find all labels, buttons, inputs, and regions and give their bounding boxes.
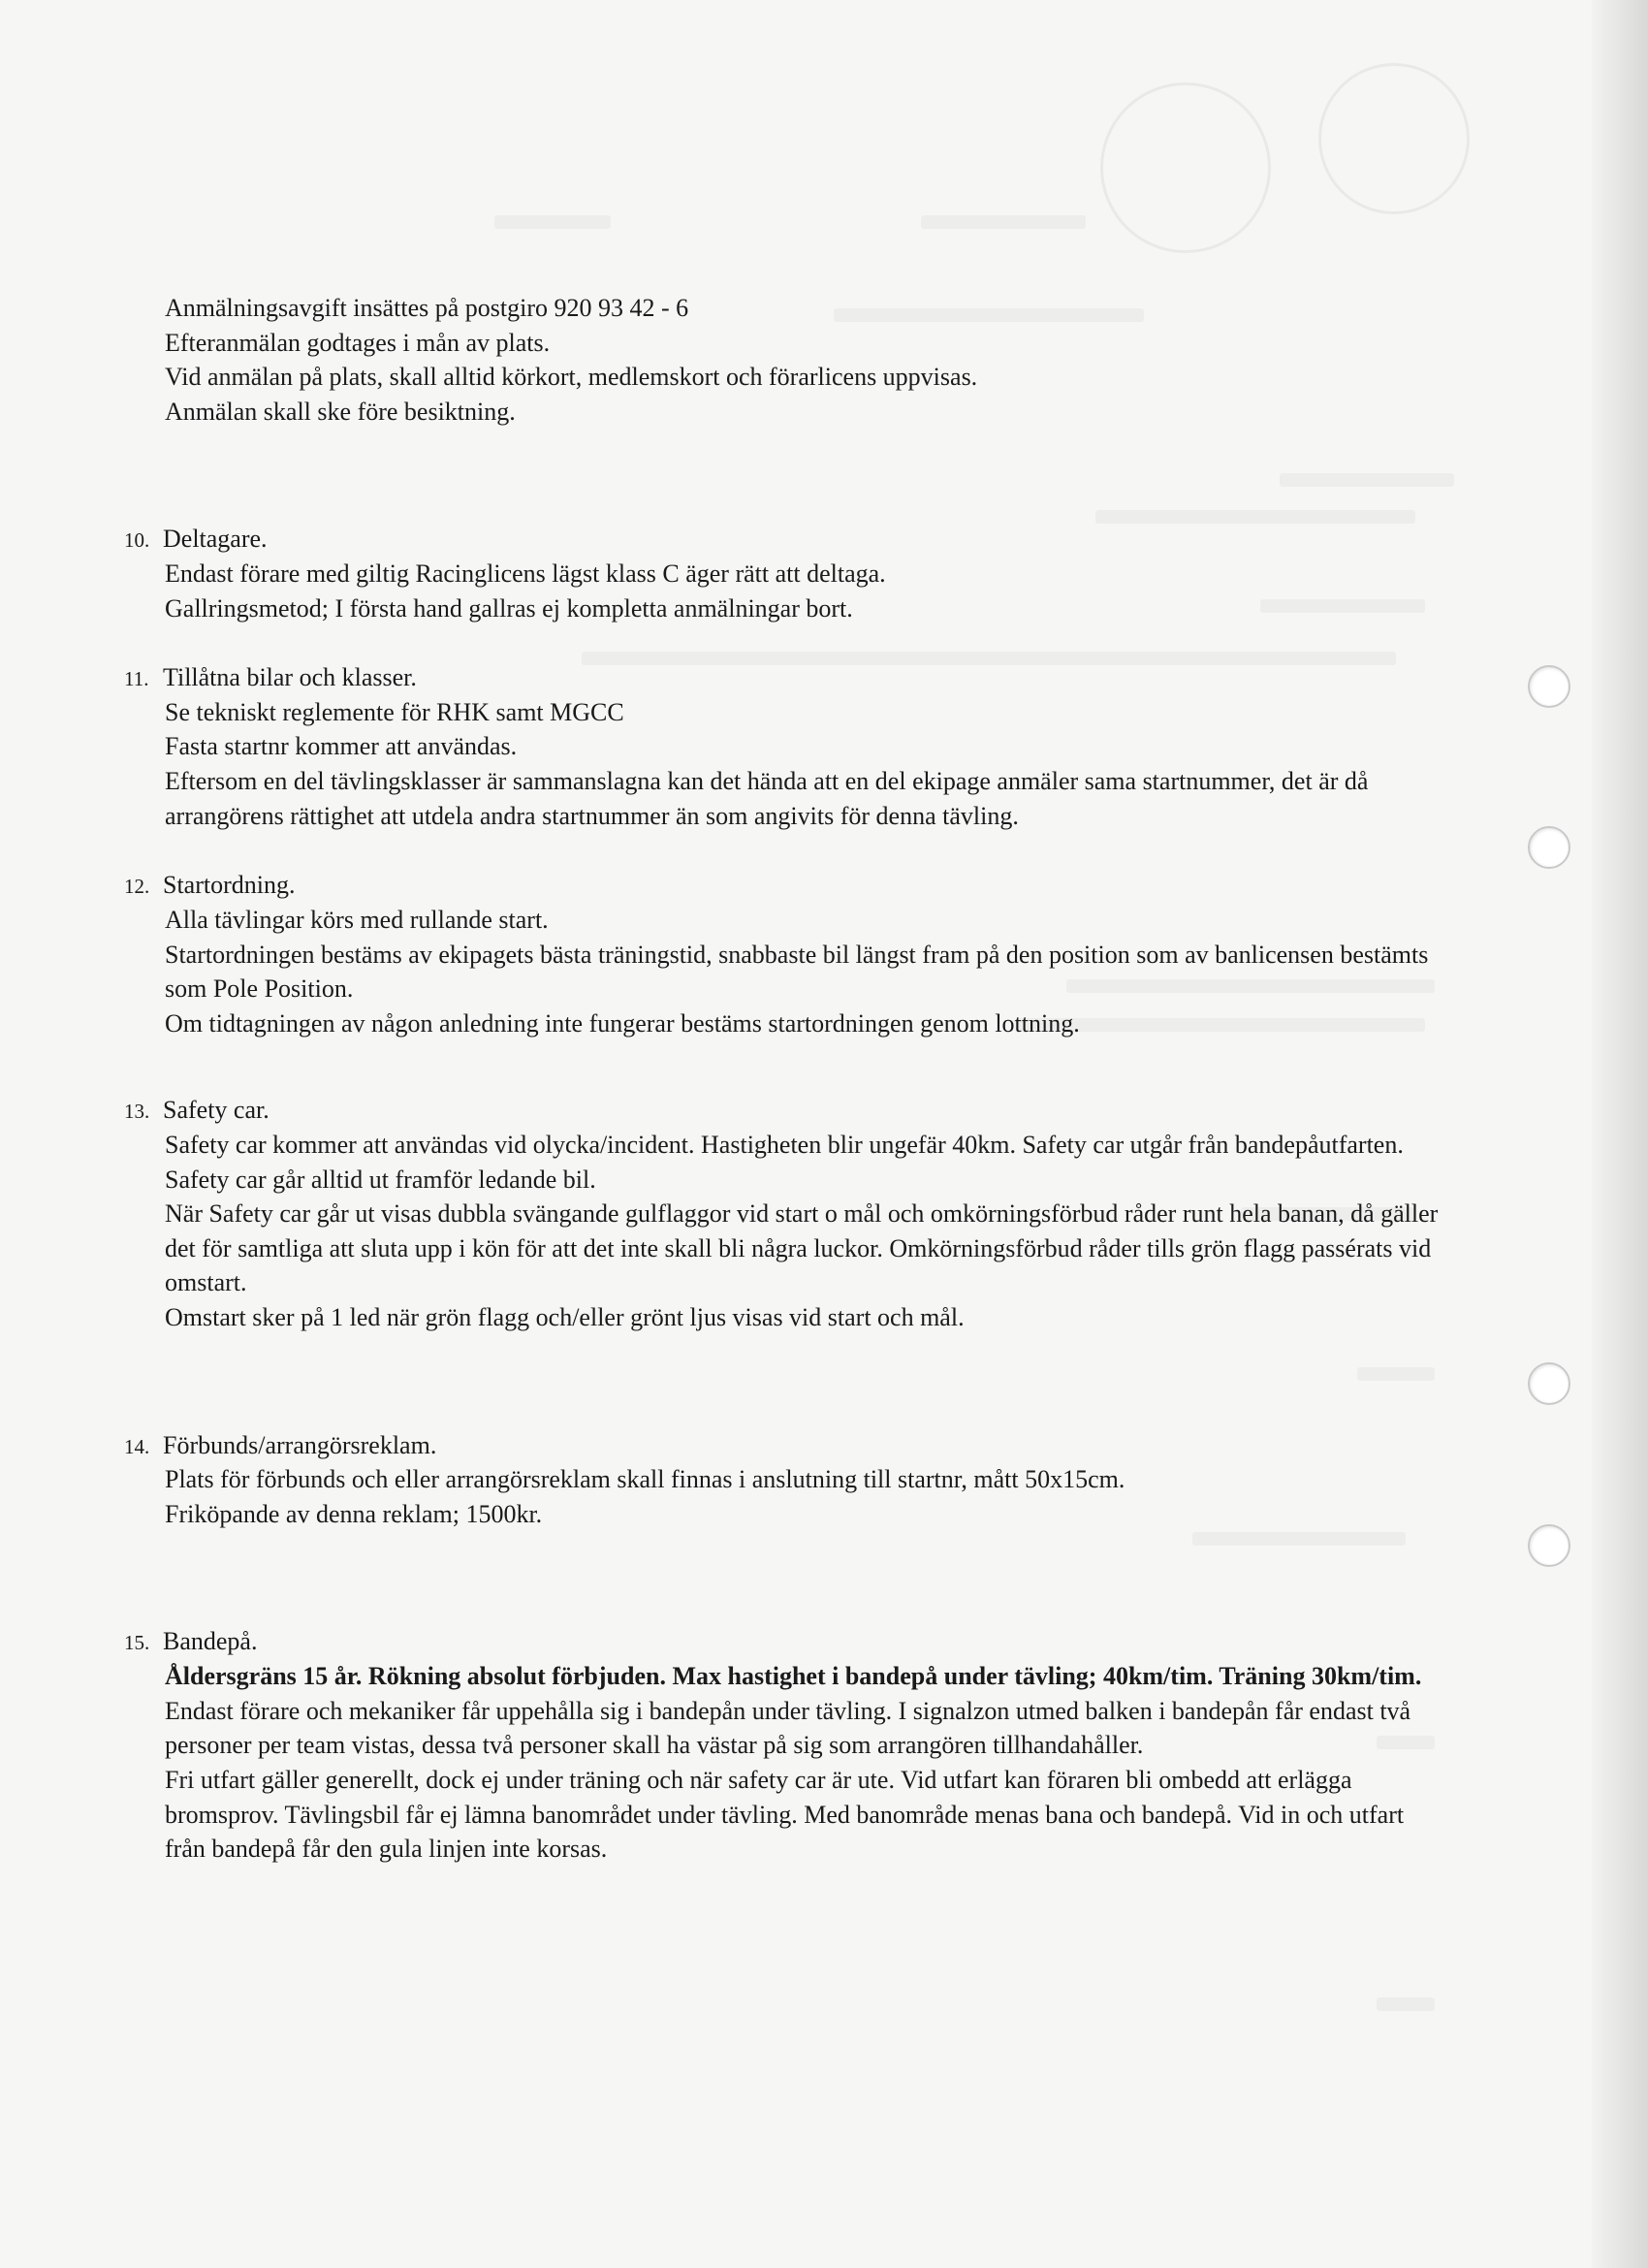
intro-line: Anmälningsavgift insättes på postgiro 920 93 42 - 6 <box>165 294 689 322</box>
ghost-seal-left <box>1100 82 1271 253</box>
punch-hole <box>1528 826 1570 869</box>
section-title: Bandepå. <box>163 1627 258 1656</box>
section-paragraph: Om tidtagningen av någon anledning inte fungerar bestäms startordningen genom lottning. <box>165 1008 1080 1038</box>
section-deltagare <box>124 522 1442 625</box>
section-forbundsreklam <box>124 1428 1442 1532</box>
section-paragraph: Eftersom en del tävlingsklasser är sammanslagna kan det hända att en del ekipage anmäler sama startnummer, det är då arrangörens rättighet att utdela andra startnummer än som angivits för denna tävling. <box>165 767 1369 830</box>
section-body <box>165 1128 1442 1335</box>
section-paragraph: Startordningen bestäms av ekipagets bästa träningstid, snabbaste bil längst fram på den position som av banlicensen bestämts som Pole Position. <box>165 940 1429 1004</box>
section-bold-paragraph: Åldersgräns 15 år. Rökning absolut förbjuden. Max hastighet i bandepå under tävling; 40km/tim. Träning 30km/tim. <box>165 1662 1422 1691</box>
section-body <box>165 557 1442 625</box>
ghost-line <box>494 215 611 229</box>
ghost-line <box>1377 1997 1435 2011</box>
section-body <box>165 1462 1442 1531</box>
punch-hole <box>1528 1524 1570 1567</box>
section-body <box>165 695 1442 833</box>
section-number: 14. <box>124 1434 150 1458</box>
section-title: Deltagare. <box>163 525 268 554</box>
section-paragraph: Plats för förbunds och eller arrangörsreklam skall finnas i anslutning till startnr, mått 50x15cm. <box>165 1465 1125 1494</box>
section-paragraph: Friköpande av denna reklam; 1500kr. <box>165 1499 543 1528</box>
document-content <box>124 291 1442 1867</box>
section-paragraph: Se tekniskt reglemente för RHK samt MGCC <box>165 697 624 726</box>
section-paragraph: Alla tävlingar körs med rullande start. <box>165 905 549 934</box>
intro-line: Vid anmälan på plats, skall alltid körkort, medlemskort och förarlicens uppvisas. <box>165 363 978 392</box>
section-paragraph: Safety car kommer att användas vid olycka/incident. Hastigheten blir ungefär 40km. Safety car utgår från bandepåutfarten. Safety car går alltid ut framför ledande bil. <box>165 1130 1404 1194</box>
section-paragraph: Endast förare med giltig Racinglicens lägst klass C äger rätt att deltaga. <box>165 559 886 589</box>
section-paragraph: Endast förare och mekaniker får uppehålla sig i bandepån under tävling. I signalzon utmed balken i bandepån får endast två personer per team vistas, dessa två personer skall ha västar på sig som arrangören tillhandahåller. <box>165 1696 1411 1760</box>
section-paragraph: När Safety car går ut visas dubbla svängande gulflaggor vid start o mål och omkörningsförbud råder runt hela banan, då gäller det för samtliga att sluta upp i kön för att det inte skall bli några luckor. Omkörningsförbud råder tills grön flagg passérats vid omstart. <box>165 1199 1439 1297</box>
section-number: 15. <box>124 1631 150 1655</box>
section-title: Tillåtna bilar och klasser. <box>163 663 417 692</box>
intro-line: Efteranmälan godtages i mån av plats. <box>165 328 551 357</box>
section-heading <box>124 1093 1442 1128</box>
section-title: Startordning. <box>163 871 296 900</box>
punch-hole <box>1528 1362 1570 1405</box>
section-paragraph: Gallringsmetod; I första hand gallras ej kompletta anmälningar bort. <box>165 593 853 623</box>
section-number: 11. <box>124 667 149 691</box>
section-body <box>165 1659 1442 1867</box>
punch-hole <box>1528 665 1570 708</box>
ghost-line <box>921 215 1086 229</box>
intro-line: Anmälan skall ske före besiktning. <box>165 397 516 426</box>
section-body <box>165 903 1442 1040</box>
section-title: Safety car. <box>163 1096 269 1125</box>
section-heading <box>124 1428 1442 1463</box>
ghost-seal-right <box>1318 63 1470 214</box>
section-paragraph: Fri utfart gäller generellt, dock ej under träning och när safety car är ute. Vid utfart kan föraren bli ombedd att erlägga bromsprov. Tävlingsbil får ej lämna banområdet under tävling. Med banområde menas bana och bandepå. Vid in och utfart från bandepå får den gula linjen inte korsas. <box>165 1765 1405 1864</box>
section-paragraph: Fasta startnr kommer att användas. <box>165 732 518 761</box>
section-paragraph: Omstart sker på 1 led när grön flagg och/eller grönt ljus visas vid start och mål. <box>165 1303 965 1332</box>
intro-block <box>165 291 1442 429</box>
page-edge-shadow <box>1592 0 1648 2268</box>
section-number: 10. <box>124 528 150 553</box>
section-number: 12. <box>124 875 150 899</box>
section-safety-car <box>124 1093 1442 1334</box>
section-heading <box>124 660 1442 695</box>
section-tillatna-bilar <box>124 660 1442 833</box>
section-heading <box>124 868 1442 903</box>
section-heading <box>124 522 1442 557</box>
section-startordning <box>124 868 1442 1040</box>
section-bandepa <box>124 1624 1442 1866</box>
section-title: Förbunds/arrangörsreklam. <box>163 1430 437 1459</box>
section-number: 13. <box>124 1100 150 1124</box>
section-heading <box>124 1624 1442 1659</box>
